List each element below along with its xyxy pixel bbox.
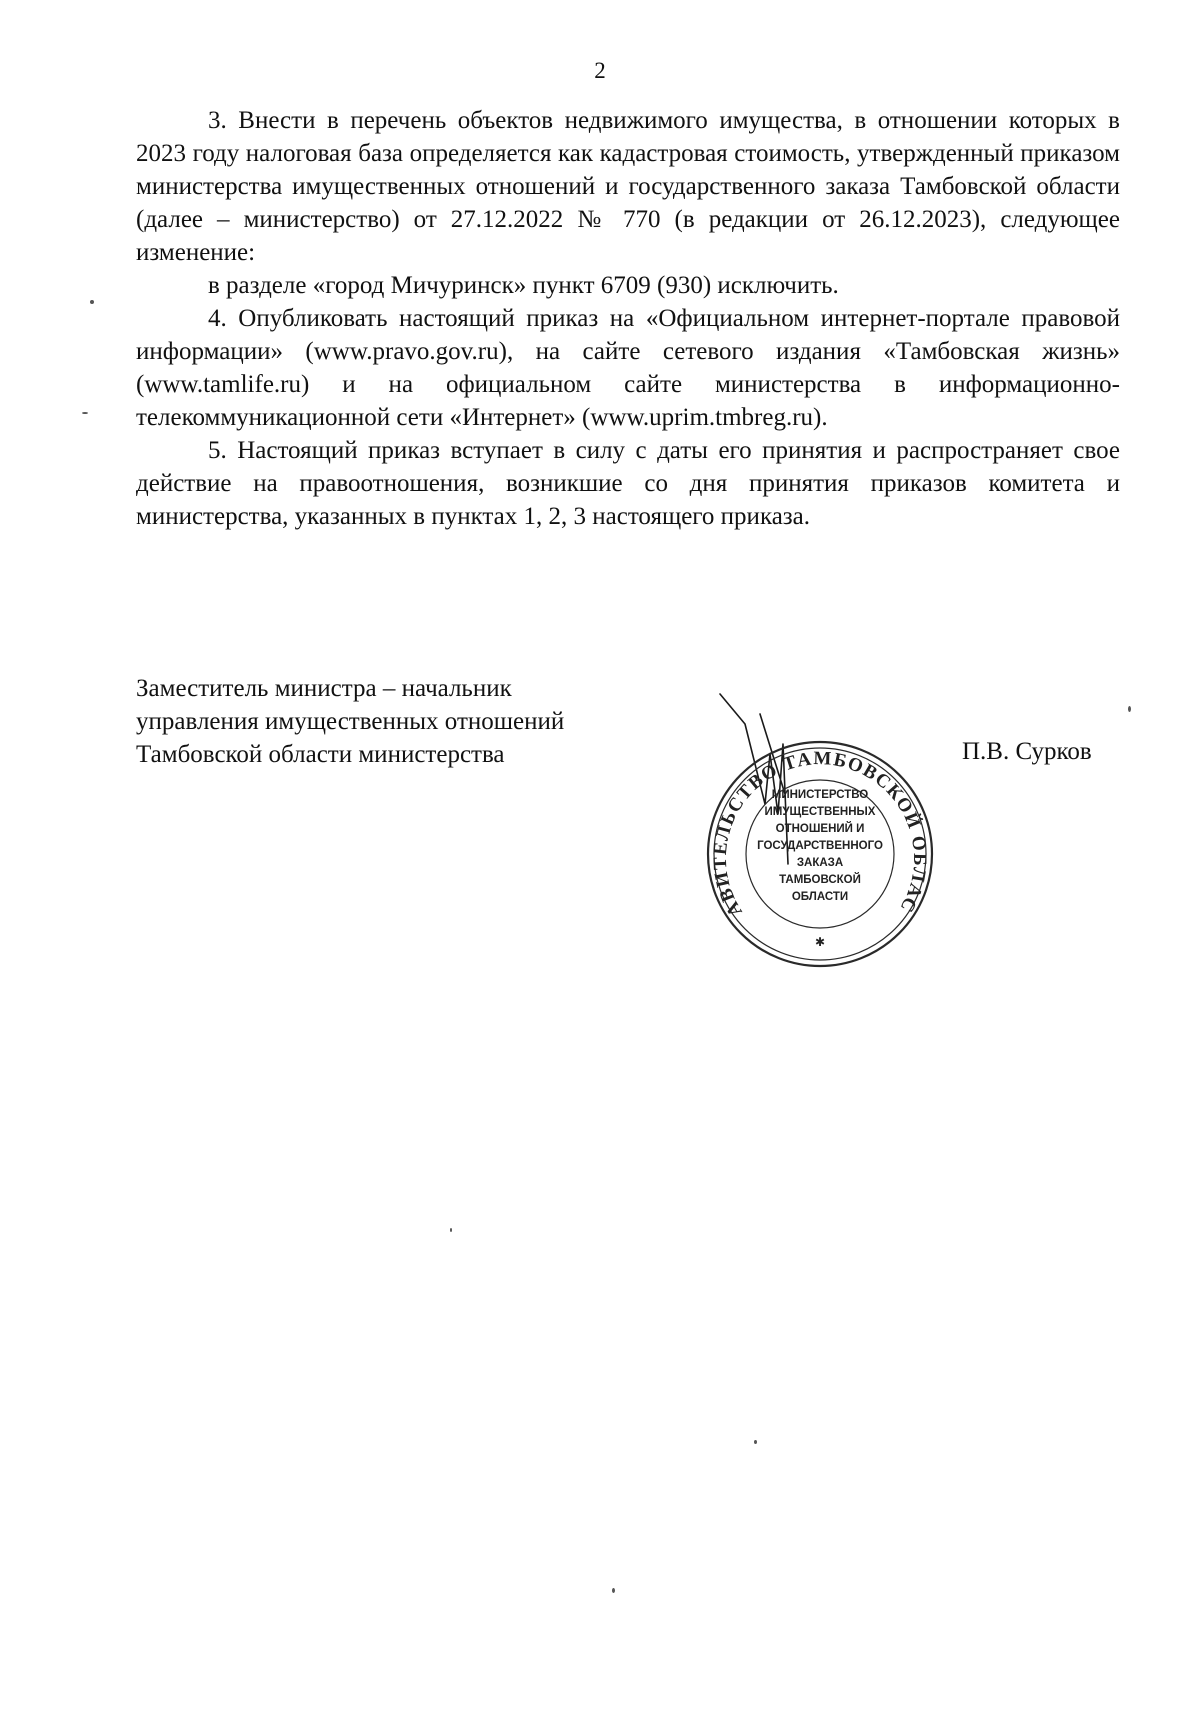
seal-inner-line: ТАМБОВСКОЙ [779,874,861,886]
seal-inner-line: ИМУЩЕСТВЕННЫХ [764,806,876,818]
seal-center-ring [746,780,894,928]
paragraph-item-3: 3. Внести в перечень объектов недвижимого имущества, в отношении которых в 2023 году налоговая база определяется как кадастровая стоимость, утвержденный приказом министерства имущественных отношений и государственного заказа Тамбовской области (далее – министерство) от 27.12.2022 № 770 (в редакции от 26.12.2023), следующее изменение: [136,107,1120,266]
official-seal [690,684,950,1024]
scan-artifact [450,1228,452,1232]
signatory-name: П.В. Сурков [962,738,1092,765]
scan-artifact [612,1588,615,1593]
scan-artifact [1128,706,1131,712]
scan-artifact [90,300,94,304]
signatory-position-line: управления имущественных отношений [136,708,565,735]
paragraph-item-5: 5. Настоящий приказ вступает в силу с даты его принятия и распространяет свое действие на правоотношения, возникшие со дня принятия приказов комитета и министерства, указанных в пунктах 1, 2, 3 настоящего приказа. [136,437,1120,530]
seal-outer-ring [708,742,932,966]
paragraph-amendment: в разделе «город Мичуринск» пункт 6709 (930) исключить. [208,272,839,299]
seal-inner-line: ОТНОШЕНИЙ И [775,823,865,835]
seal-inner-line: ЗАКАЗА [796,857,844,869]
document-body [136,104,1120,533]
signatory-position-line: Заместитель министра – начальник [136,675,512,702]
scan-artifact [82,412,88,414]
seal-inner-line: ГОСУДАРСТВЕННОГО [757,840,883,852]
seal-graphic [690,684,950,1024]
seal-star-icon: ✱ [814,935,826,949]
seal-inner-line: ОБЛАСТИ [791,891,849,903]
seal-inner-line: МИНИСТЕРСТВО [771,789,869,801]
paragraph-item-4: 4. Опубликовать настоящий приказ на «Официальном интернет-портале правовой информации» (www.pravo.gov.ru), на сайте сетевого издания «Тамбовская жизнь» (www.tamlife.ru) и на официальном сайте министерства в информационно-телекоммуникационной сети «Интернет» (www.uprim.tmbreg.ru). [136,305,1120,431]
signatory-position-line: Тамбовской области министерства [136,741,505,768]
seal-outer-text: АВИТЕЛЬСТВО ТАМБОВСКОЙ ОБЛАС [709,748,931,921]
scan-artifact [754,1440,757,1444]
signatory-position [136,672,656,771]
page-number: 2 [594,58,606,83]
